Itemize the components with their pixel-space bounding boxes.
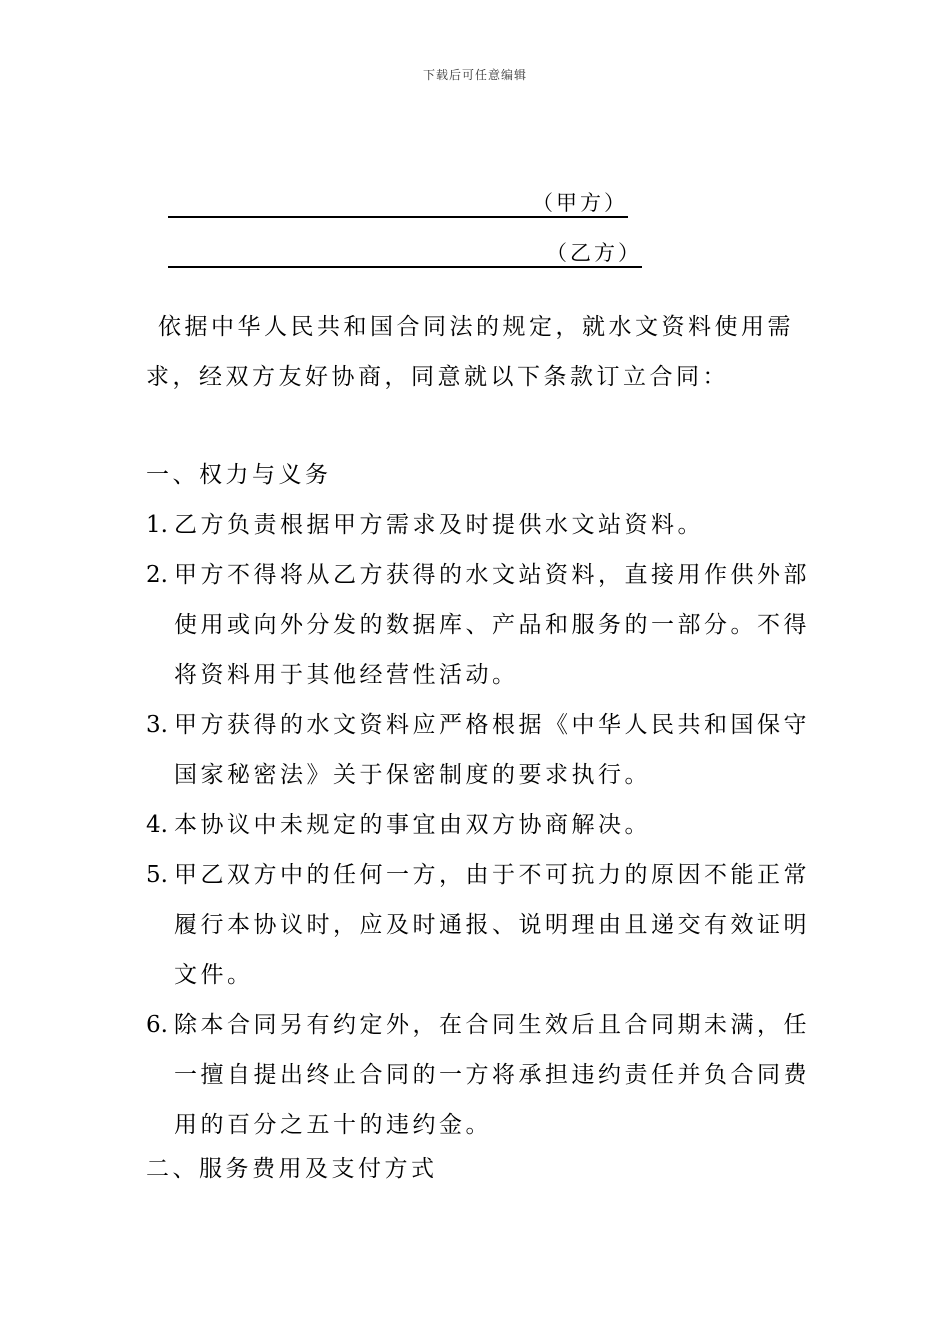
clause-6 — [146, 1000, 812, 1150]
clause-1 — [146, 500, 812, 550]
clause-2 — [146, 550, 812, 700]
clause-text: 甲方不得将从乙方获得的水文站资料，直接用作供外部使用或向外分发的数据库、产品和服务的一部分。不得将资料用于其他经营性活动。 — [174, 562, 810, 688]
party-b-label: （乙方） — [546, 240, 642, 268]
party-a-label: （甲方） — [532, 190, 628, 218]
clause-number: 4. — [146, 812, 168, 838]
section-2-title: 二、服务费用及支付方式 — [146, 1156, 438, 1182]
clause-text: 甲方获得的水文资料应严格根据《中华人民共和国保守国家秘密法》关于保密制度的要求执行。 — [174, 712, 810, 788]
party-b-line — [168, 236, 642, 268]
clause-text: 乙方负责根据甲方需求及时提供水文站资料。 — [174, 512, 704, 538]
party-a-blank — [168, 190, 532, 218]
party-b-blank — [168, 240, 546, 268]
intro-paragraph: 依据中华人民共和国合同法的规定，就水文资料使用需求，经双方友好协商，同意就以下条款订立合同： — [146, 314, 794, 390]
clause-5 — [146, 850, 812, 1000]
clause-text: 甲乙双方中的任何一方，由于不可抗力的原因不能正常履行本协议时，应及时通报、说明理由且递交有效证明文件。 — [174, 862, 810, 988]
clause-number: 5. — [146, 862, 168, 888]
clause-number: 6. — [146, 1012, 168, 1038]
clause-3 — [146, 700, 812, 800]
clause-number: 2. — [146, 562, 168, 588]
party-a-line — [168, 186, 628, 218]
section-1-title: 一、权力与义务 — [146, 462, 332, 488]
clause-number: 3. — [146, 712, 168, 738]
clause-text: 本协议中未规定的事宜由双方协商解决。 — [174, 812, 651, 838]
clause-number: 1. — [146, 512, 168, 538]
clause-4 — [146, 800, 812, 850]
clause-text: 除本合同另有约定外，在合同生效后且合同期未满，任一擅自提出终止合同的一方将承担违约责任并负合同费用的百分之五十的违约金。 — [174, 1012, 810, 1138]
header-note: 下载后可任意编辑 — [422, 68, 527, 82]
